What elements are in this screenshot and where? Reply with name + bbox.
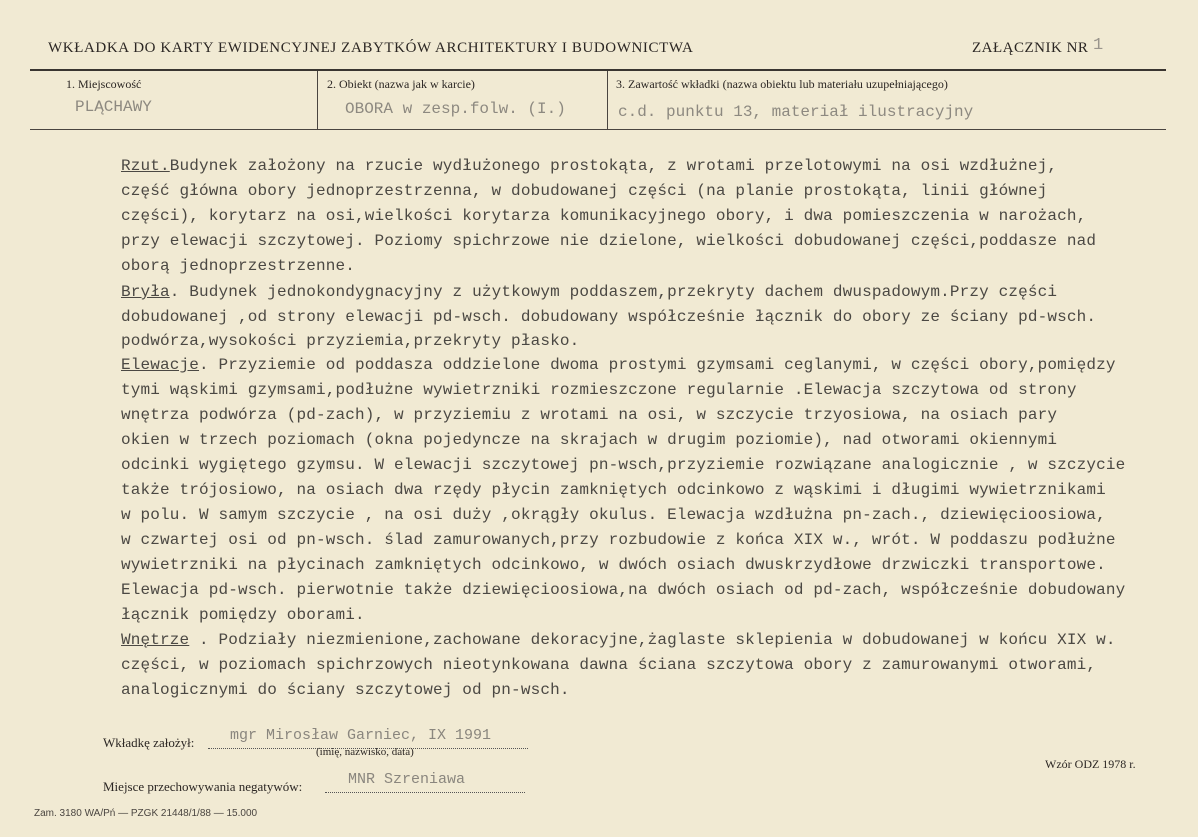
body-line: tymi wąskimi gzymsami,podłużne wywietrzniki rozmieszczone regularnie .Elewacja szczytowa od strony (121, 381, 1077, 399)
field-object-value: OBORA w zesp.folw. (I.) (345, 100, 566, 118)
body-line: wnętrza podwórza (pd-zach), w przyziemiu z wrotami na osi, w szczycie trzyosiowa, na osiach pary (121, 406, 1058, 424)
column-divider-1 (317, 71, 318, 129)
print-order-note: Zam. 3180 WA/Pń — PZGK 21448/1/88 — 15.000 (34, 808, 258, 819)
body-line: w czwartej osi od pn-wsch. ślad zamurowanych,przy rozbudowie z końca XIX w., wrót. W poddaszu podłużne (121, 531, 1116, 549)
body-line: łącznik pomiędzy oborami. (121, 606, 365, 624)
section-heading-bryla: Bryła (121, 283, 170, 301)
header-rule-top (30, 69, 1166, 71)
body-line: także trójosiowo, na osiach dwa rzędy płycin zamkniętych odcinkowo z wąskimi i długimi wywietrznikami (121, 481, 1106, 499)
field-content-value: c.d. punktu 13, materiał ilustracyjny (618, 103, 974, 121)
body-line: odcinki wygiętego gzymsu. W elewacji szczytowej pn-wsch,przyziemie rozwiązane analogicznie , w szczycie (121, 456, 1126, 474)
field-content-label: 3. Zawartość wkładki (nazwa obiektu lub materiału uzupełniającego) (616, 77, 948, 91)
section-heading-rzut: Rzut. (121, 157, 170, 175)
body-line: przy elewacji szczytowej. Poziomy spichrzowe nie dzielone, wielkości dobudowanej części,poddasze nad (121, 232, 1097, 250)
body-line: w polu. W samym szczycie , na osi duży ,okrągły okulus. Elewacja wzdłużna pn-zach., dziewięcioosiowa, (121, 506, 1106, 524)
body-line: oborą jednoprzestrzenne. (121, 257, 356, 275)
form-model: Wzór ODZ 1978 r. (1045, 757, 1136, 771)
field-locality-label: 1. Miejscowość (66, 77, 142, 91)
body-line: wywietrzniki na płycinach zamkniętych odcinkowo, w dwóch osiach dwuskrzydłowe drzwiczki transportowe. (121, 556, 1106, 574)
field-object-label: 2. Obiekt (nazwa jak w karcie) (327, 77, 475, 91)
body-line: podwórza,wysokości przyziemia,przekryty płasko. (121, 332, 580, 350)
section-heading-wnetrze: Wnętrze (121, 631, 190, 649)
body-line: analogicznymi do ściany szczytowej od pn-wsch. (121, 681, 570, 699)
body-line: Elewacje. Przyziemie od poddasza oddzielone dwoma prostymi gzymsami ceglanymi, w części obory,pomiędzy (121, 356, 1116, 374)
attachment-number: 1 (1093, 36, 1104, 55)
author-label: Wkładkę założył: (103, 735, 195, 750)
header-rule-bottom (30, 129, 1166, 130)
body-line: Elewacja pd-wsch. pierwotnie także dziewięcioosiowa,na dwóch osiach od pd-zach, współcześnie dobudowany (121, 581, 1126, 599)
body-line: Rzut.Budynek założony na rzucie wydłużonego prostokąta, z wrotami przelotowymi na osi wzdłużnej, (121, 157, 1058, 175)
body-line: część główna obory jednoprzestrzenna, w dobudowanej części (na planie prostokąta, linii głównej (121, 182, 1048, 200)
negatives-label: Miejsce przechowywania negatywów: (103, 779, 303, 794)
form-title: WKŁADKA DO KARTY EWIDENCYJNEJ ZABYTKÓW ARCHITEKTURY I BUDOWNICTWA (48, 40, 694, 56)
body-line: części), korytarz na osi,wielkości korytarza komunikacyjnego obory, i dwa pomieszczenia w narożach, (121, 207, 1087, 225)
author-sublabel: (imię, nazwisko, data) (316, 746, 414, 758)
section-heading-elewacje: Elewacje (121, 356, 200, 374)
body-line: części, w poziomach spichrzowych nieotynkowana dawna ściana szczytowa obory z zamurowanymi otworami, (121, 656, 1097, 674)
negatives-value: MNR Szreniawa (348, 771, 466, 788)
column-divider-2 (607, 71, 608, 129)
body-line: Bryła. Budynek jednokondygnacyjny z użytkowym poddaszem,przekryty dachem dwuspadowym.Przy części (121, 283, 1058, 301)
body-line: okien w trzech poziomach (okna pojedyncze na skrajach w drugim poziomie), nad otworami okiennymi (121, 431, 1058, 449)
negatives-dotted-line (325, 792, 525, 793)
body-line: dobudowanej ,od strony elewacji pd-wsch. dobudowany współcześnie łącznik do obory ze ściany pd-wsch. (121, 308, 1097, 326)
attachment-label: ZAŁĄCZNIK NR (972, 40, 1089, 56)
field-locality-value: PLĄCHAWY (75, 98, 152, 116)
body-line: Wnętrze . Podziały niezmienione,zachowane dekoracyjne,żaglaste sklepienia w dobudowanej w końcu XIX w. (121, 631, 1116, 649)
author-value: mgr Mirosław Garniec, IX 1991 (230, 727, 492, 744)
